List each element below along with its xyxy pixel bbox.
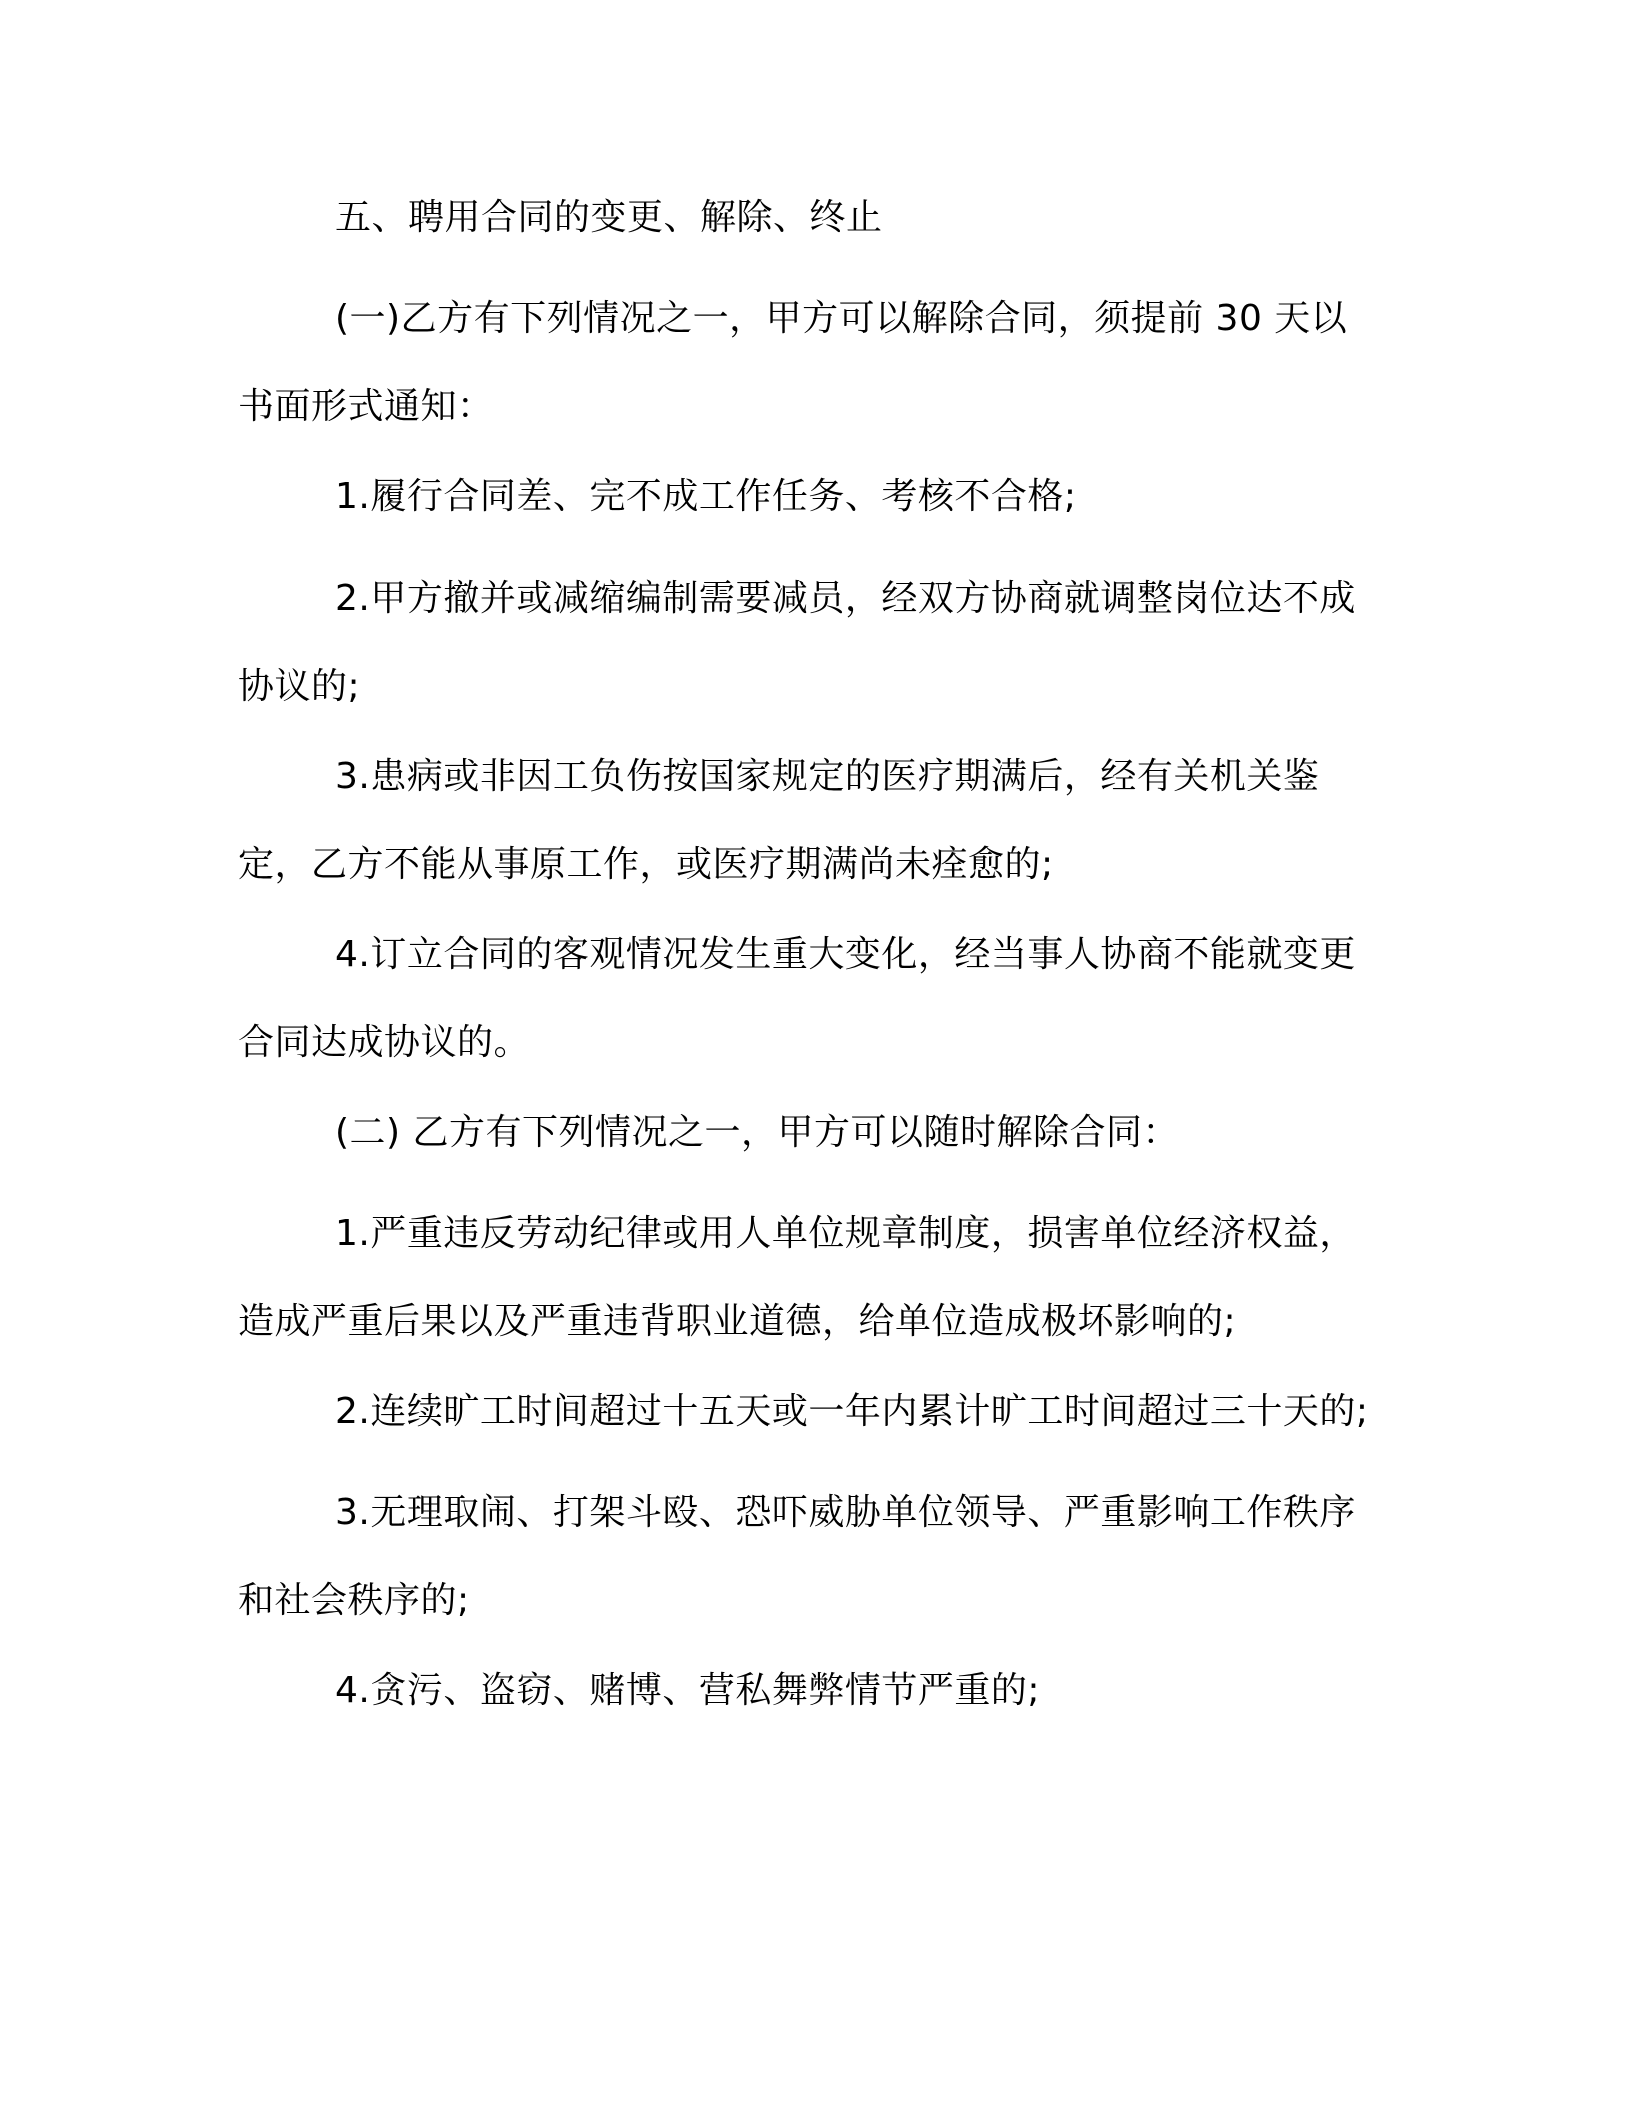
part-two-item-2: 2.连续旷工时间超过十五天或一年内累计旷工时间超过三十天的; <box>335 1391 1369 1432</box>
part-one-item-4: 4.订立合同的客观情况发生重大变化，经当事人协商不能就变更合同达成协议的。 <box>238 934 1356 1063</box>
part-one-item-1: 1.履行合同差、完不成工作任务、考核不合格; <box>335 476 1077 517</box>
part-one-item-3: 3.患病或非因工负伤按国家规定的医疗期满后，经有关机关鉴定，乙方不能从事原工作，或医疗期满尚未痊愈的; <box>238 756 1320 885</box>
part-two-intro: (二) 乙方有下列情况之一，甲方可以随时解除合同： <box>335 1112 1180 1153</box>
part-two-item-3: 3.无理取闹、打架斗殴、恐吓威胁单位领导、严重影响工作秩序和社会秩序的; <box>238 1492 1356 1621</box>
part-one-item-2: 2.甲方撤并或减缩编制需要减员，经双方协商就调整岗位达不成协议的; <box>238 578 1356 707</box>
part-one-intro: (一)乙方有下列情况之一，甲方可以解除合同，须提前 30 天以书面形式通知： <box>238 298 1348 427</box>
part-two-item-1: 1.严重违反劳动纪律或用人单位规章制度，损害单位经济权益，造成严重后果以及严重违背职业道德，给单位造成极坏影响的; <box>238 1213 1356 1342</box>
part-two-item-4: 4.贪污、盗窃、赌博、营私舞弊情节严重的; <box>335 1670 1040 1711</box>
section-heading: 五、聘用合同的变更、解除、终止 <box>335 197 883 238</box>
